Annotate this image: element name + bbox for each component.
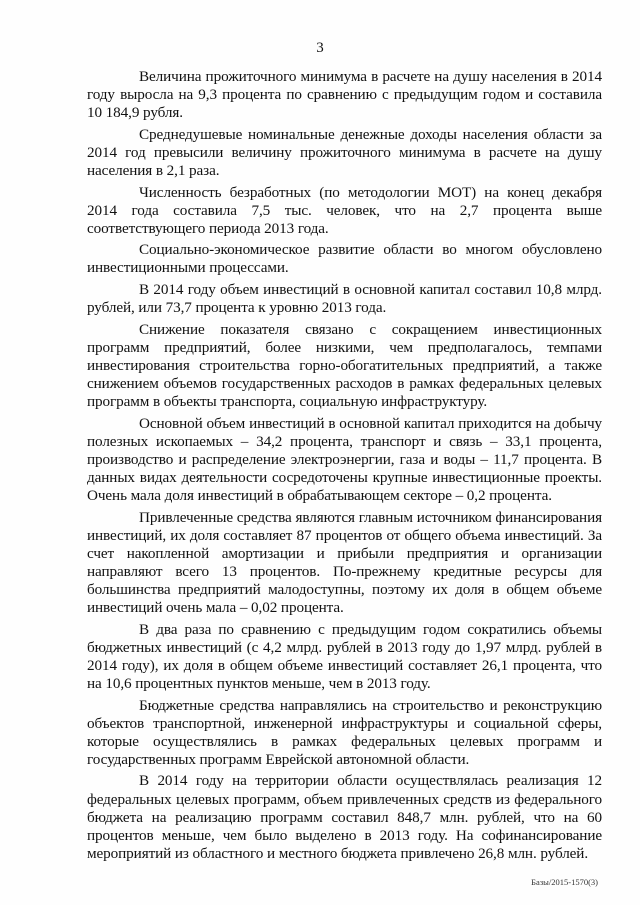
paragraph: В 2014 году объем инвестиций в основной капитал составил 10,8 млрд. рублей, или 73,7 процента к уровню 2013 года. [87, 281, 602, 317]
page-number: 3 [316, 40, 324, 56]
paragraph: Снижение показателя связано с сокращением инвестиционных программ предприятий, более низкими, чем предполагалось, темпами инвестирования строительства горно-обогатительных предприятий, а также снижением объемов государственных расходов в рамках федеральных целевых программ в объекты транспорта, социальную инфраструктуру. [87, 320, 602, 411]
footer-document-code: Базы/2015-1570(3) [531, 877, 598, 887]
body-text [87, 68, 602, 866]
paragraph: Среднедушевые номинальные денежные доходы населения области за 2014 год превысили величину прожиточного минимума в расчете на душу населения в 2,1 раза. [87, 125, 602, 179]
paragraph: Бюджетные средства направлялись на строительство и реконструкцию объектов транспортной, инженерной инфраструктуры и социальной сферы, которые осуществлялись в рамках федеральных целевых программ и государственных программ Еврейской автономной области. [87, 696, 602, 768]
paragraph: Численность безработных (по методологии МОТ) на конец декабря 2014 года составила 7,5 тыс. человек, что на 2,7 процента выше соответствующего периода 2013 года. [87, 183, 602, 237]
paragraph: В 2014 году на территории области осуществлялась реализация 12 федеральных целевых программ, объем привлеченных средств из федерального бюджета на реализацию программ составил 848,7 млн. рублей, что на 60 процентов меньше, чем было выделено в 2013 году. На софинансирование мероприятий из областного и местного бюджета привлечено 26,8 млн. рублей. [87, 772, 602, 862]
paragraph: В два раза по сравнению с предыдущим годом сократились объемы бюджетных инвестиций (с 4,2 млрд. рублей в 2013 году до 1,97 млрд. рублей в 2014 году), их доля в общем объеме инвестиций составляет 26,1 процента, что на 10,6 процентных пунктов меньше, чем в 2013 году. [87, 620, 602, 692]
paragraph: Социально-экономическое развитие области во многом обусловлено инвестиционными процессами. [87, 241, 602, 277]
paragraph: Привлеченные средства являются главным источником финансирования инвестиций, их доля составляет 87 процентов от общего объема инвестиций. За счет накопленной амортизации и прибыли предприятия и организации направляют всего 13 процентов. По-прежнему кредитные ресурсы для большинства предприятий малодоступны, поэтому их доля в общем объеме инвестиций очень мала – 0,02 процента. [87, 508, 602, 617]
paragraph: Величина прожиточного минимума в расчете на душу населения в 2014 году выросла на 9,3 процента по сравнению с предыдущим годом и составила 10 184,9 рубля. [87, 68, 602, 122]
paragraph: Основной объем инвестиций в основной капитал приходится на добычу полезных ископаемых – 34,2 процента, транспорт и связь – 33,1 процента, производство и распределение электроэнергии, газа и воды – 11,7 процента. В данных видах деятельности сосредоточены крупные инвестиционные проекты. Очень мала доля инвестиций в обрабатывающем секторе – 0,2 процента. [87, 414, 602, 505]
